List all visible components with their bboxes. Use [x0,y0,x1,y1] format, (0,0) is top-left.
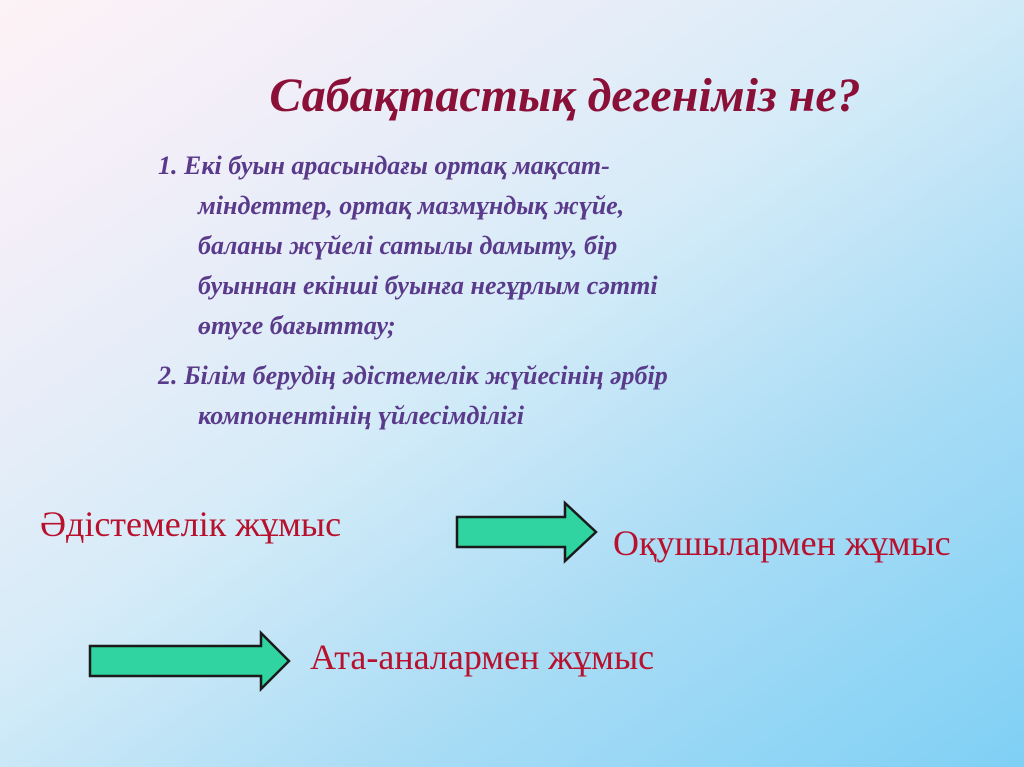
arrow-shape [457,503,596,561]
right-arrow-icon [88,630,293,692]
item-line: Білім берудің әдістемелік жүйесінің әрбір [184,361,668,390]
right-arrow-icon [455,500,600,564]
list-item-1 [158,146,778,346]
arrow-shape [90,633,289,689]
item-number: 1. [158,151,178,180]
method-work-label: Әдістемелік жұмыс [40,504,342,544]
item-line: міндеттер, ортақ мазмұндық жүйе, [198,191,625,220]
list-item-2 [158,356,858,436]
item-line: компонентінің үйлесімділігі [198,401,525,430]
pupils-work-label: Оқушылармен жұмыс [613,523,951,563]
item-number: 2. [158,361,178,390]
item-line: Екі буын арасындағы ортақ мақсат- [184,151,610,180]
item-line: баланы жүйелі сатылы дамыту, бір [198,231,618,260]
item-line: буыннан екінші буынға негұрлым сәтті [198,271,658,300]
item-line: өтуге бағыттау; [198,311,396,340]
parents-work-label: Ата-аналармен жұмыс [310,637,655,677]
slide-title: Сабақтастық дегеніміз не? [269,69,861,122]
